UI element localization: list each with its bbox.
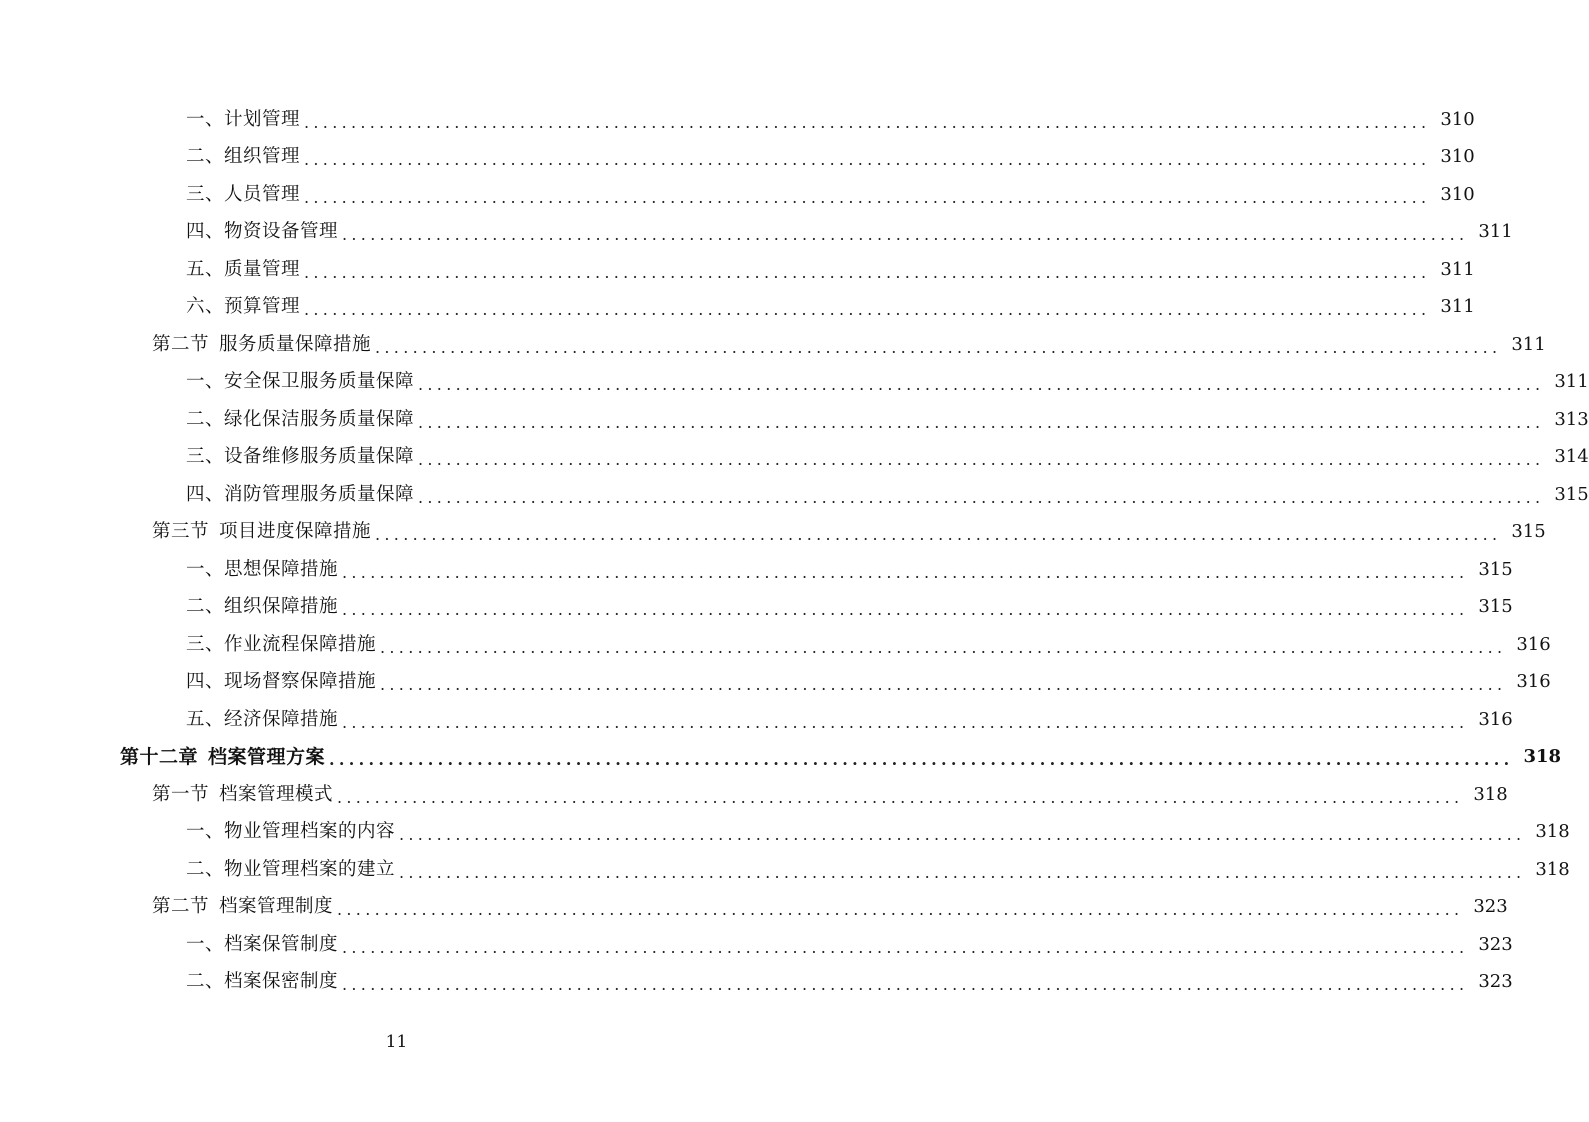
toc-item-entry[interactable] [0,926,1513,964]
dot-leader: ........................................................................................................................ [380,675,1507,695]
toc-entry-page-number: 323 [1478,971,1513,993]
toc-entry-prefix: 四、 [186,671,225,692]
dot-leader: ........................................................................................................................ [304,150,1431,170]
toc-item-entry[interactable] [0,476,1589,514]
toc-entry-label [186,148,300,167]
toc-entry-prefix: 二、 [186,146,225,167]
toc-item-entry[interactable] [0,701,1513,739]
toc-item-entry[interactable] [0,439,1589,477]
toc-entry-page-number: 323 [1473,896,1508,918]
toc-entry-page-number: 310 [1440,146,1475,168]
toc-entry-page-number: 315 [1478,596,1513,618]
toc-entry-label [186,633,377,655]
dot-leader: ........................................................................................................................ [418,412,1545,432]
toc-entry-label [186,448,414,467]
toc-entry-label [186,673,376,692]
toc-item-entry[interactable] [0,814,1570,852]
toc-entry-label [186,408,415,430]
toc-entry-title: 预算管理 [224,296,301,317]
toc-entry-label [186,108,301,130]
toc-entry-label [186,258,301,280]
dot-leader: ........................................................................................................................ [342,600,1469,620]
dot-leader: ........................................................................................................................ [418,375,1545,395]
toc-item-entry[interactable] [0,589,1513,627]
toc-section-entry[interactable] [0,776,1508,814]
dot-leader: ........................................................................................................................ [342,562,1469,582]
toc-entry-prefix: 三、 [186,183,225,205]
toc-entry-title: 档案管理方案 [208,745,326,768]
toc-entry-title: 计划管理 [224,108,301,130]
toc-item-entry[interactable] [0,401,1589,439]
toc-entry-prefix: 一、 [186,371,225,392]
toc-entry-title: 作业流程保障措施 [224,633,377,655]
toc-entry-label [186,483,415,505]
toc-item-entry[interactable] [0,664,1551,702]
toc-entry-page-number: 311 [1511,333,1546,355]
toc-entry-label [186,858,396,880]
toc-entry-prefix: 五、 [186,708,225,730]
toc-entry-label [186,973,338,992]
toc-item-entry[interactable] [0,551,1513,589]
toc-entry-prefix: 四、 [186,221,225,242]
dot-leader: ........................................................................................................................ [342,937,1469,957]
toc-entry-page-number: 315 [1554,483,1589,505]
dot-leader: ........................................................................................................................ [375,337,1502,357]
toc-entry-label [186,933,339,955]
toc-entry-page-number: 318 [1523,746,1562,768]
toc-entry-title: 物资设备管理 [224,221,339,242]
toc-entry-title: 现场督察保障措施 [224,671,377,692]
toc-entry-page-number: 310 [1440,183,1475,205]
toc-entry-prefix: 二、 [186,596,225,617]
toc-entry-title: 设备维修服务质量保障 [224,446,415,467]
toc-entry-label [186,708,339,730]
toc-entry-prefix: 第三节 [152,521,210,542]
toc-entry-prefix: 第一节 [152,783,210,805]
toc-entry-title: 思想保障措施 [224,558,339,580]
toc-item-entry[interactable] [0,139,1475,177]
toc-entry-prefix: 一、 [186,108,225,130]
toc-entry-prefix: 一、 [186,558,225,580]
toc-entry-prefix: 第二节 [152,896,210,917]
toc-entry-prefix: 二、 [186,408,225,430]
toc-entry-title: 档案保管制度 [224,933,339,955]
toc-entry-page-number: 313 [1554,408,1589,430]
toc-entry-title: 绿化保洁服务质量保障 [224,408,415,430]
toc-entry-prefix: 一、 [186,821,225,842]
toc-item-entry[interactable] [0,851,1570,889]
dot-leader: ........................................................................................................................ [399,862,1526,882]
toc-entry-title: 档案管理制度 [219,896,334,917]
toc-entry-page-number: 318 [1535,821,1570,843]
toc-section-entry[interactable] [0,514,1546,552]
toc-entry-prefix: 二、 [186,858,225,880]
dot-leader: ........................................................................................................................ [375,525,1502,545]
dot-leader: ........................................................................................................................ [304,112,1431,132]
toc-item-entry[interactable] [0,214,1513,252]
toc-entry-page-number: 316 [1516,671,1551,693]
toc-entry-prefix: 三、 [186,446,225,467]
toc-entry-title: 组织管理 [224,146,301,167]
toc-entry-title: 经济保障措施 [224,708,339,730]
toc-item-entry[interactable] [0,364,1589,402]
toc-entry-title: 服务质量保障措施 [219,333,372,355]
page-number: 11 [385,1032,408,1052]
toc-chapter-entry[interactable] [0,739,1562,777]
dot-leader: ........................................................................................................................ [342,225,1469,245]
toc-entry-title: 物业管理档案的建立 [224,858,396,880]
table-of-contents [0,101,1589,1001]
toc-entry-prefix: 第十二章 [120,745,199,768]
toc-entry-page-number: 315 [1478,558,1513,580]
toc-entry-page-number: 311 [1440,296,1475,318]
toc-entry-title: 组织保障措施 [224,596,339,617]
dot-leader: ........................................................................................................................ [342,975,1469,995]
toc-item-entry[interactable] [0,176,1475,214]
toc-entry-prefix: 四、 [186,483,225,505]
dot-leader: ........................................................................................................................ [304,262,1431,282]
toc-entry-page-number: 310 [1440,108,1475,130]
toc-entry-page-number: 316 [1478,708,1513,730]
toc-entry-label [120,745,326,768]
toc-entry-label [186,298,300,317]
toc-section-entry[interactable] [0,889,1508,927]
toc-entry-page-number: 311 [1554,371,1589,393]
toc-item-entry[interactable] [0,101,1475,139]
toc-entry-label [186,823,395,842]
toc-entry-title: 消防管理服务质量保障 [224,483,415,505]
toc-entry-title: 物业管理档案的内容 [224,821,396,842]
toc-entry-page-number: 318 [1535,858,1570,880]
dot-leader: ........................................................................................................................ [329,750,1514,770]
toc-entry-title: 档案管理模式 [219,783,334,805]
toc-entry-prefix: 五、 [186,258,225,280]
toc-entry-label [186,558,339,580]
toc-entry-label [186,223,338,242]
toc-section-entry[interactable] [0,326,1546,364]
toc-entry-page-number: 314 [1554,446,1589,468]
toc-entry-prefix: 第二节 [152,333,210,355]
toc-entry-title: 人员管理 [224,183,301,205]
dot-leader: ........................................................................................................................ [418,487,1545,507]
toc-item-entry[interactable] [0,964,1513,1002]
dot-leader: ........................................................................................................................ [304,187,1431,207]
toc-item-entry[interactable] [0,626,1551,664]
toc-entry-label [152,898,333,917]
toc-entry-prefix: 三、 [186,633,225,655]
dot-leader: ........................................................................................................................ [399,825,1526,845]
toc-entry-prefix: 二、 [186,971,225,992]
toc-entry-label [152,333,372,355]
dot-leader: ........................................................................................................................ [337,787,1464,807]
dot-leader: ........................................................................................................................ [380,637,1507,657]
toc-entry-label [186,183,301,205]
toc-entry-title: 档案保密制度 [224,971,339,992]
toc-item-entry[interactable] [0,251,1475,289]
toc-entry-label [186,598,338,617]
toc-item-entry[interactable] [0,289,1475,327]
toc-entry-page-number: 318 [1473,783,1508,805]
toc-entry-page-number: 316 [1516,633,1551,655]
toc-entry-label [152,523,371,542]
toc-entry-page-number: 315 [1511,521,1546,543]
toc-entry-page-number: 311 [1478,221,1513,243]
dot-leader: ........................................................................................................................ [342,712,1469,732]
toc-entry-prefix: 六、 [186,296,225,317]
toc-entry-label [186,373,414,392]
dot-leader: ........................................................................................................................ [304,300,1431,320]
toc-entry-prefix: 一、 [186,933,225,955]
toc-entry-title: 项目进度保障措施 [219,521,372,542]
toc-entry-title: 质量管理 [224,258,301,280]
dot-leader: ........................................................................................................................ [337,900,1464,920]
toc-entry-page-number: 311 [1440,258,1475,280]
dot-leader: ........................................................................................................................ [418,450,1545,470]
toc-entry-title: 安全保卫服务质量保障 [224,371,415,392]
toc-entry-page-number: 323 [1478,933,1513,955]
toc-entry-label [152,783,334,805]
